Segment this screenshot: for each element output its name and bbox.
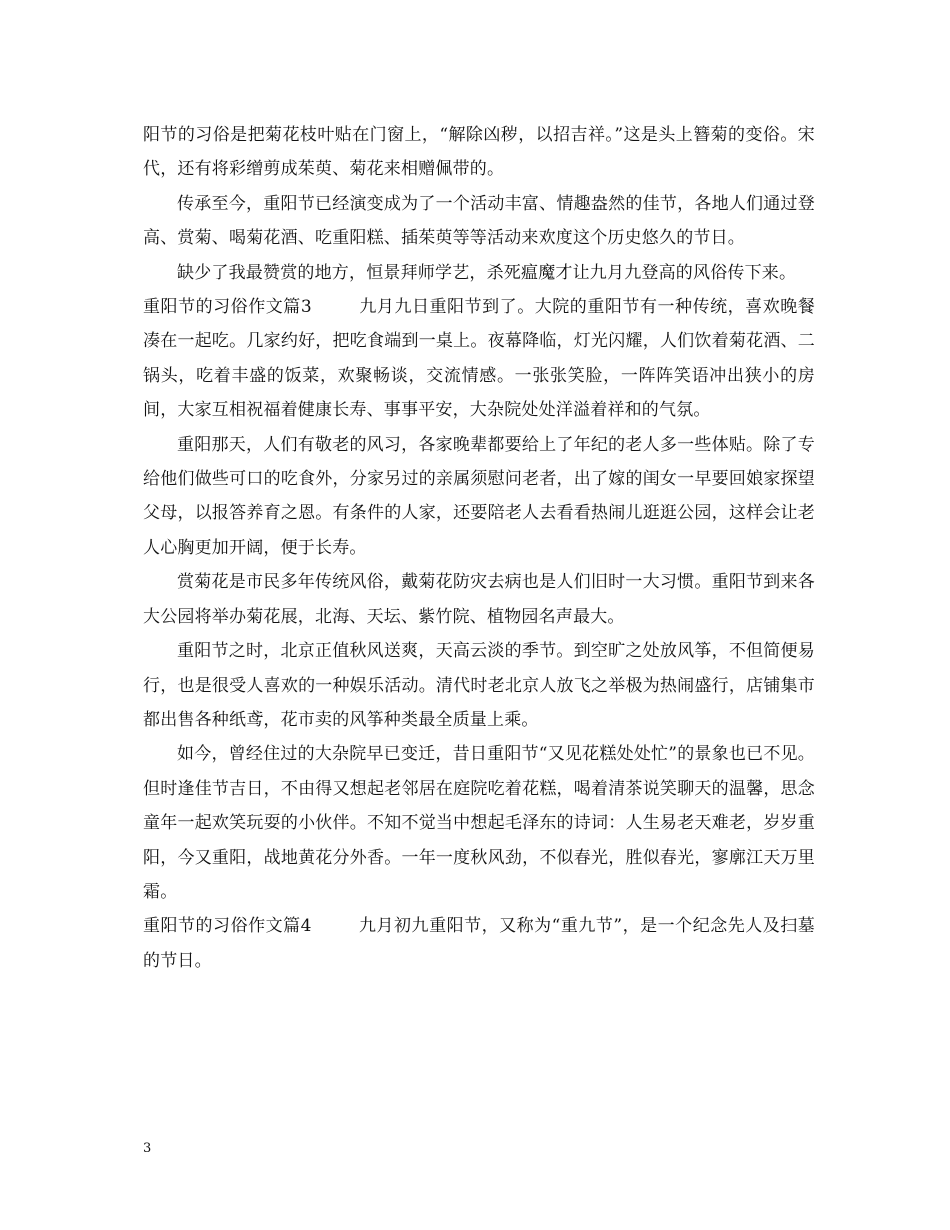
section-3-paragraph bbox=[143, 290, 815, 428]
paragraph-7: 重阳节之时，北京正值秋风送爽，天高云淡的季节。到空旷之处放风筝，不但简便易行，也是很受人喜欢的一种娱乐活动。清代时老北京人放飞之举极为热闹盛行，店铺集市都出售各种纸鸢，花市卖的风筝种类最全质量上乘。 bbox=[143, 641, 815, 730]
section-3-opening-text: 九月九日重阳节到了。大院的重阳节有一种传统，喜欢晚餐凑在一起吃。几家约好，把吃食端到一桌上。夜幕降临，灯光闪耀，人们饮着菊花酒、二锅头，吃着丰盛的饭菜，欢聚畅谈，交流情感。一张张笑脸，一阵阵笑语冲出狭小的房间，大家互相祝福着健康长寿、事事平安，大杂院处处洋溢着祥和的气氛。 bbox=[143, 297, 815, 421]
paragraph-2: 传承至今，重阳节已经演变成为了一个活动丰富、情趣盎然的佳节，各地人们通过登高、赏菊、喝菊花酒、吃重阳糕、插茱萸等等活动来欢度这个历史悠久的节日。 bbox=[143, 193, 815, 249]
paragraph-6: 赏菊花是市民多年传统风俗，戴菊花防灾去病也是人们旧时一大习惯。重阳节到来各大公园将举办菊花展，北海、天坛、紫竹院、植物园名声最大。 bbox=[143, 572, 815, 627]
paragraph-3: 缺少了我最赞赏的地方，恒景拜师学艺，杀死瘟魔才让九月九登高的风俗传下来。 bbox=[177, 262, 797, 283]
section-4-title: 重阳节的习俗作文篇4 bbox=[143, 916, 312, 937]
section-3-title: 重阳节的习俗作文篇3 bbox=[143, 297, 312, 318]
document-body bbox=[143, 118, 815, 978]
paragraph-1: 阳节的习俗是把菊花枝叶贴在门窗上，“解除凶秽，以招吉祥。”这是头上簪菊的变俗。宋代，还有将彩缯剪成茱萸、菊花来相赠佩带的。 bbox=[143, 125, 815, 180]
section-4-opening-text: 九月初九重阳节，又称为“重九节”，是一个纪念先人及扫墓的节日。 bbox=[143, 916, 815, 971]
section-4-paragraph bbox=[143, 909, 815, 978]
paragraph-5: 重阳那天，人们有敬老的风习，各家晚辈都要给上了年纪的老人多一些体贴。除了专给他们做些可口的吃食外，分家另过的亲属须慰问老者，出了嫁的闺女一早要回娘家探望父母，以报答养育之恩。有条件的人家，还要陪老人去看看热闹儿逛逛公园，这样会让老人心胸更加开阔，便于长寿。 bbox=[143, 434, 815, 558]
paragraph-8: 如今，曾经住过的大杂院早已变迁，昔日重阳节“又见花糕处处忙”的景象也已不见。但时逢佳节吉日，不由得又想起老邻居在庭院吃着花糕，喝着清茶说笑聊天的温馨，思念童年一起欢笑玩耍的小伙伴。不知不觉当中想起毛泽东的诗词：人生易老天难老，岁岁重阳，今又重阳，战地黄花分外香。一年一度秋风劲，不似春光，胜似春光，寥廓江天万里霜。 bbox=[143, 744, 815, 902]
page-number: 3 bbox=[143, 1141, 152, 1156]
